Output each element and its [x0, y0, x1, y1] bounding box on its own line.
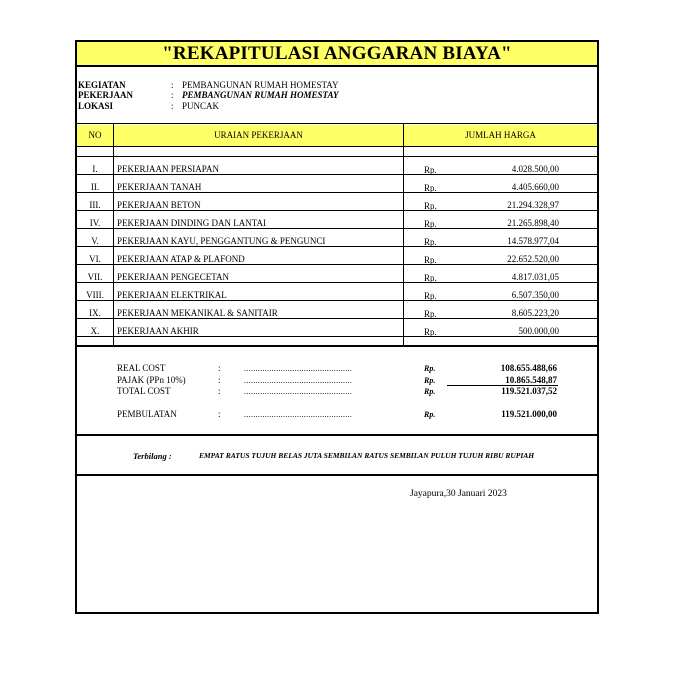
summary-label: TOTAL COST [117, 386, 171, 396]
row-amount: 8.605.223,20 [511, 308, 559, 318]
row-description: PEKERJAAN KAYU, PENGGANTUNG & PENGUNCI [117, 236, 326, 246]
row-amount: 21.265.898,40 [507, 218, 559, 228]
row-amount: 4.028.500,00 [511, 164, 559, 174]
row-currency: Rp. [424, 219, 437, 229]
row-amount: 14.578.977,04 [507, 236, 559, 246]
row-amount: 22.652.520,00 [507, 254, 559, 264]
row-number: II. [90, 182, 100, 192]
row-number: V. [91, 236, 99, 246]
row-line [77, 318, 597, 319]
info-value: PEMBANGUNAN RUMAH HOMESTAY [182, 90, 339, 100]
header-desc: URAIAN PEKERJAAN [114, 125, 403, 146]
summary-dots: ............................................... [244, 410, 353, 419]
terbilang-value: EMPAT RATUS TUJUH BELAS JUTA SEMBILAN RATUS SEMBILAN PULUH TUJUH RIBU RUPIAH [199, 451, 535, 460]
row-line [77, 210, 597, 211]
info-colon: : [171, 80, 174, 90]
row-description: PEKERJAAN DINDING DAN LANTAI [117, 218, 267, 228]
row-description: PEKERJAAN PERSIAPAN [117, 164, 219, 174]
summary-dots: ............................................... [244, 364, 353, 373]
summary-colon: : [218, 363, 221, 373]
row-line [77, 156, 597, 157]
summary-label: REAL COST [117, 363, 166, 373]
row-description: PEKERJAAN TANAH [117, 182, 202, 192]
row-description: PEKERJAAN ATAP & PLAFOND [117, 254, 245, 264]
summary-currency: Rp. [424, 410, 436, 419]
place-date: Jayapura,30 Januari 2023 [410, 489, 507, 499]
row-amount: 4.405.660,00 [511, 182, 559, 192]
row-currency: Rp. [424, 327, 437, 337]
row-currency: Rp. [424, 237, 437, 247]
row-number: IV. [89, 218, 101, 228]
info-colon: : [171, 90, 174, 100]
row-amount: 500.000,00 [518, 326, 559, 336]
summary-colon: : [218, 386, 221, 396]
row-line [77, 300, 597, 301]
table-bottom-line [77, 345, 597, 347]
row-number: VIII. [86, 290, 104, 300]
row-currency: Rp. [424, 309, 437, 319]
row-description: PEKERJAAN AKHIR [117, 326, 199, 336]
row-line [77, 174, 597, 175]
row-line [77, 192, 597, 193]
document-frame [75, 40, 599, 614]
terbilang-bottom-line [77, 474, 597, 476]
summary-label: PAJAK (PPn 10%) [117, 375, 186, 385]
row-description: PEKERJAAN PENGECETAN [117, 272, 230, 282]
header-bottom-line [77, 146, 597, 147]
summary-colon: : [218, 409, 221, 419]
info-value: PUNCAK [182, 101, 220, 111]
summary-amount: 119.521.000,00 [501, 409, 557, 419]
info-colon: : [171, 101, 174, 111]
row-currency: Rp. [424, 291, 437, 301]
summary-dots: ............................................... [244, 376, 353, 385]
row-currency: Rp. [424, 165, 437, 175]
info-label: PEKERJAAN [78, 90, 134, 100]
row-currency: Rp. [424, 273, 437, 283]
header-amount: JUMLAH HARGA [404, 125, 597, 146]
row-description: PEKERJAAN BETON [117, 200, 201, 210]
row-line [77, 246, 597, 247]
info-value: PEMBANGUNAN RUMAH HOMESTAY [182, 80, 339, 90]
row-currency: Rp. [424, 255, 437, 265]
row-number: IX. [89, 308, 101, 318]
summary-amount: 119.521.037,52 [501, 386, 557, 396]
summary-dots: ............................................... [244, 387, 353, 396]
row-amount: 4.817.031,05 [511, 272, 559, 282]
summary-amount: 108.655.488,66 [500, 363, 557, 373]
summary-currency: Rp. [424, 387, 436, 396]
info-label: KEGIATAN [78, 80, 126, 90]
row-number: III. [89, 200, 101, 210]
info-label: LOKASI [78, 101, 114, 111]
row-currency: Rp. [424, 183, 437, 193]
terbilang-label: Terbilang : [133, 451, 172, 461]
row-line [77, 264, 597, 265]
summary-colon: : [218, 375, 221, 385]
summary-amount: 10.865.548,87 [505, 375, 557, 385]
row-number: VII. [87, 272, 103, 282]
row-number: VI. [89, 254, 101, 264]
row-description: PEKERJAAN ELEKTRIKAL [117, 290, 227, 300]
row-amount: 21.294.328,97 [507, 200, 559, 210]
row-line [77, 336, 597, 337]
row-description: PEKERJAAN MEKANIKAL & SANITAIR [117, 308, 278, 318]
document-title: "REKAPITULASI ANGGARAN BIAYA" [77, 42, 597, 67]
table-divider-amount [403, 124, 404, 346]
summary-label: PEMBULATAN [117, 409, 177, 419]
terbilang-top-line [77, 434, 597, 436]
row-amount: 6.507.350,00 [511, 290, 559, 300]
summary-currency: Rp. [424, 376, 436, 385]
header-no: NO [77, 125, 113, 146]
table-top-border [77, 123, 597, 124]
table-divider-no [113, 124, 114, 346]
row-number: X. [90, 326, 100, 336]
row-number: I. [92, 164, 98, 174]
row-line [77, 228, 597, 229]
row-line [77, 282, 597, 283]
summary-currency: Rp. [424, 364, 436, 373]
row-currency: Rp. [424, 201, 437, 211]
